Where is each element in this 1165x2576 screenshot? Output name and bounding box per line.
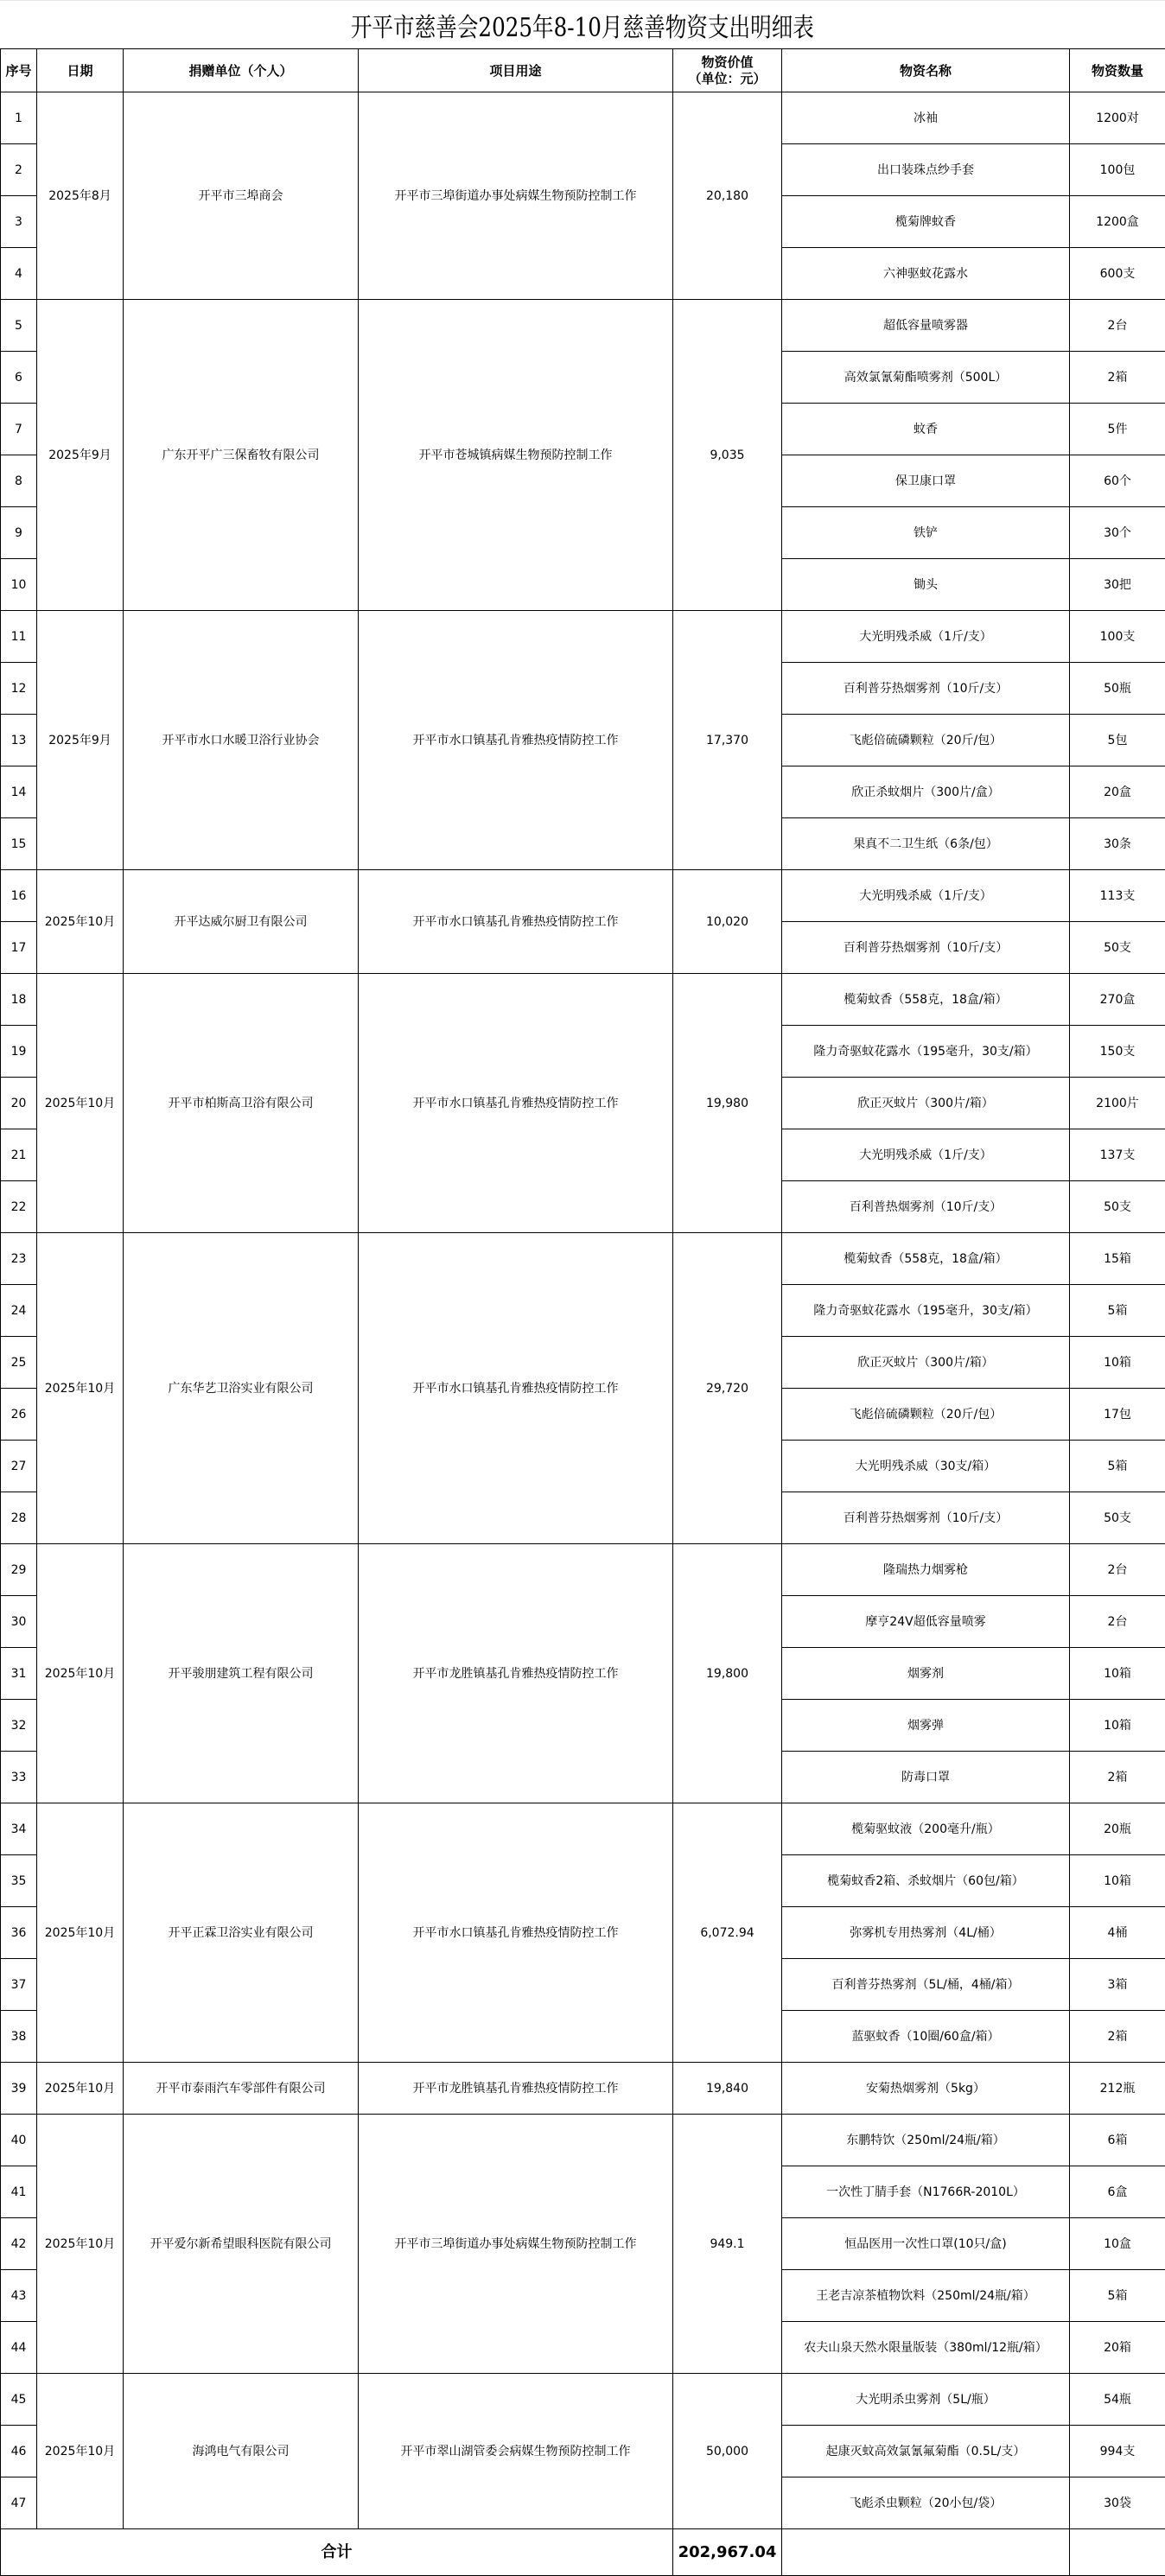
row-material: 隆力奇驱蚊花露水（195毫升，30支/箱） [782,1285,1070,1337]
total-quantity-empty [1070,2529,1165,2576]
row-seq: 41 [1,2166,37,2218]
row-donor: 开平爱尔新希望眼科医院有限公司 [124,2115,359,2374]
row-seq: 39 [1,2063,37,2115]
row-quantity: 60个 [1070,455,1165,507]
row-seq: 4 [1,248,37,300]
row-material: 烟雾弹 [782,1700,1070,1752]
row-material: 铁铲 [782,507,1070,559]
table-row [1,2115,1165,2166]
row-quantity: 2箱 [1070,352,1165,404]
row-quantity: 2箱 [1070,2011,1165,2063]
row-quantity: 2台 [1070,300,1165,352]
row-date: 2025年8月 [37,92,124,300]
row-value: 6,072.94 [673,1803,782,2063]
row-material: 果真不二卫生纸（6条/包） [782,818,1070,870]
row-seq: 11 [1,611,37,663]
row-material: 王老吉凉茶植物饮料（250ml/24瓶/箱） [782,2270,1070,2322]
row-material: 六神驱蚊花露水 [782,248,1070,300]
row-seq: 5 [1,300,37,352]
row-seq: 23 [1,1233,37,1285]
row-seq: 28 [1,1492,37,1544]
row-material: 欣正灭蚊片（300片/箱） [782,1337,1070,1389]
row-quantity: 50支 [1070,1492,1165,1544]
row-seq: 15 [1,818,37,870]
table-row [1,1803,1165,1855]
row-quantity: 113支 [1070,870,1165,922]
row-quantity: 17包 [1070,1389,1165,1441]
header-donor: 捐赠单位（个人） [124,49,359,92]
row-donor: 开平市柏斯高卫浴有限公司 [124,974,359,1233]
table-body [1,92,1165,2529]
row-quantity: 30把 [1070,559,1165,611]
table-row [1,1544,1165,1596]
header-row [1,49,1165,92]
table-row [1,300,1165,352]
row-quantity: 994支 [1070,2426,1165,2477]
row-quantity: 100包 [1070,144,1165,196]
title-bar [0,0,1165,48]
row-material: 起康灭蚊高效氯氰氟菊酯（0.5L/支） [782,2426,1070,2477]
row-seq: 29 [1,1544,37,1596]
row-date: 2025年10月 [37,2115,124,2374]
row-material: 隆瑞热力烟雾枪 [782,1544,1070,1596]
row-donor: 开平市泰雨汽车零部件有限公司 [124,2063,359,2115]
row-material: 保卫康口罩 [782,455,1070,507]
table-row [1,870,1165,922]
row-seq: 37 [1,1959,37,2011]
row-quantity: 5包 [1070,715,1165,766]
row-seq: 10 [1,559,37,611]
row-material: 隆力奇驱蚊花露水（195毫升，30支/箱） [782,1026,1070,1078]
table-row [1,2063,1165,2115]
row-purpose: 开平市水口镇基孔肯雅热疫情防控工作 [359,1233,673,1544]
row-seq: 17 [1,922,37,974]
row-seq: 33 [1,1752,37,1803]
row-purpose: 开平市三埠街道办事处病媒生物预防控制工作 [359,2115,673,2374]
row-value: 17,370 [673,611,782,870]
row-date: 2025年9月 [37,300,124,611]
row-material: 东鹏特饮（250ml/24瓶/箱） [782,2115,1070,2166]
table-row [1,974,1165,1026]
row-quantity: 2台 [1070,1596,1165,1648]
row-value: 19,800 [673,1544,782,1803]
row-value: 50,000 [673,2374,782,2529]
row-value: 20,180 [673,92,782,300]
row-date: 2025年10月 [37,2374,124,2529]
row-material: 安菊热烟雾剂（5kg） [782,2063,1070,2115]
row-quantity: 50支 [1070,1181,1165,1233]
row-seq: 25 [1,1337,37,1389]
row-material: 榄菊驱蚊液（200毫升/瓶） [782,1803,1070,1855]
row-purpose: 开平市水口镇基孔肯雅热疫情防控工作 [359,611,673,870]
row-purpose: 开平市龙胜镇基孔肯雅热疫情防控工作 [359,1544,673,1803]
total-value: 202,967.04 [673,2529,782,2576]
row-donor: 开平正霖卫浴实业有限公司 [124,1803,359,2063]
row-quantity: 30条 [1070,818,1165,870]
header-seq: 序号 [1,49,37,92]
row-purpose: 开平市水口镇基孔肯雅热疫情防控工作 [359,974,673,1233]
row-quantity: 1200盒 [1070,196,1165,248]
row-quantity: 10盒 [1070,2218,1165,2270]
row-seq: 16 [1,870,37,922]
row-value: 9,035 [673,300,782,611]
row-date: 2025年10月 [37,870,124,974]
row-seq: 7 [1,404,37,455]
row-material: 百利普芬热雾剂（5L/桶，4桶/箱） [782,1959,1070,2011]
row-material: 飞彪杀虫颗粒（20小包/袋） [782,2477,1070,2529]
row-quantity: 54瓶 [1070,2374,1165,2426]
row-quantity: 50支 [1070,922,1165,974]
row-seq: 30 [1,1596,37,1648]
row-quantity: 6箱 [1070,2115,1165,2166]
row-material: 农夫山泉天然水限量版装（380ml/12瓶/箱） [782,2322,1070,2374]
total-material-empty [782,2529,1070,2576]
row-donor: 开平骏朋建筑工程有限公司 [124,1544,359,1803]
row-material: 恒品医用一次性口罩(10只/盒) [782,2218,1070,2270]
row-seq: 9 [1,507,37,559]
row-date: 2025年10月 [37,1803,124,2063]
header-quantity: 物资数量 [1070,49,1165,92]
row-seq: 22 [1,1181,37,1233]
row-purpose: 开平市水口镇基孔肯雅热疫情防控工作 [359,1803,673,2063]
row-seq: 40 [1,2115,37,2166]
row-donor: 开平市水口水暖卫浴行业协会 [124,611,359,870]
row-date: 2025年10月 [37,974,124,1233]
row-quantity: 20箱 [1070,2322,1165,2374]
row-material: 高效氯氰菊酯喷雾剂（500L） [782,352,1070,404]
row-material: 榄菊蚊香（558克，18盒/箱） [782,1233,1070,1285]
row-quantity: 150支 [1070,1026,1165,1078]
row-material: 榄菊牌蚊香 [782,196,1070,248]
row-material: 锄头 [782,559,1070,611]
row-value: 29,720 [673,1233,782,1544]
row-seq: 3 [1,196,37,248]
row-quantity: 10箱 [1070,1648,1165,1700]
row-quantity: 30个 [1070,507,1165,559]
row-material: 大光明残杀威（30支/箱） [782,1441,1070,1492]
row-quantity: 6盒 [1070,2166,1165,2218]
row-seq: 45 [1,2374,37,2426]
row-quantity: 5箱 [1070,2270,1165,2322]
row-seq: 47 [1,2477,37,2529]
row-quantity: 30袋 [1070,2477,1165,2529]
row-quantity: 270盒 [1070,974,1165,1026]
donation-expenditure-table [0,48,1165,2576]
header-date: 日期 [37,49,124,92]
row-donor: 广东开平广三保畜牧有限公司 [124,300,359,611]
row-material: 榄菊蚊香（558克，18盒/箱） [782,974,1070,1026]
row-seq: 21 [1,1129,37,1181]
row-seq: 24 [1,1285,37,1337]
row-seq: 6 [1,352,37,404]
row-material: 百利普芬热烟雾剂（10斤/支） [782,663,1070,715]
row-material: 出口装珠点纱手套 [782,144,1070,196]
row-value: 949.1 [673,2115,782,2374]
row-material: 大光明杀虫雾剂（5L/瓶） [782,2374,1070,2426]
table-row [1,92,1165,144]
row-value: 10,020 [673,870,782,974]
row-seq: 18 [1,974,37,1026]
header-material: 物资名称 [782,49,1070,92]
row-quantity: 3箱 [1070,1959,1165,2011]
row-donor: 开平达威尔厨卫有限公司 [124,870,359,974]
row-seq: 46 [1,2426,37,2477]
row-material: 大光明残杀威（1斤/支） [782,870,1070,922]
row-quantity: 10箱 [1070,1700,1165,1752]
row-quantity: 2100片 [1070,1078,1165,1129]
row-seq: 12 [1,663,37,715]
row-material: 榄菊蚊香2箱、杀蚊烟片（60包/箱） [782,1855,1070,1907]
header-value-line1: 物资价值 [701,54,754,70]
row-seq: 26 [1,1389,37,1441]
row-quantity: 5箱 [1070,1441,1165,1492]
row-material: 冰袖 [782,92,1070,144]
row-material: 烟雾剂 [782,1648,1070,1700]
row-material: 百利普芬热烟雾剂（10斤/支） [782,922,1070,974]
row-quantity: 212瓶 [1070,2063,1165,2115]
table-row [1,2374,1165,2426]
row-material: 大光明残杀威（1斤/支） [782,1129,1070,1181]
row-material: 欣正杀蚊烟片（300片/盒） [782,766,1070,818]
row-material: 蚊香 [782,404,1070,455]
row-value: 19,840 [673,2063,782,2115]
row-purpose: 开平市龙胜镇基孔肯雅热疫情防控工作 [359,2063,673,2115]
row-seq: 19 [1,1026,37,1078]
row-quantity: 10箱 [1070,1855,1165,1907]
row-quantity: 50瓶 [1070,663,1165,715]
table-row [1,1233,1165,1285]
row-purpose: 开平市水口镇基孔肯雅热疫情防控工作 [359,870,673,974]
header-value-line2: （单位：元） [688,70,767,86]
row-seq: 27 [1,1441,37,1492]
row-seq: 2 [1,144,37,196]
row-date: 2025年10月 [37,2063,124,2115]
row-purpose: 开平市苍城镇病媒生物预防控制工作 [359,300,673,611]
row-quantity: 10箱 [1070,1337,1165,1389]
row-quantity: 1200对 [1070,92,1165,144]
row-material: 防毒口罩 [782,1752,1070,1803]
total-label: 合计 [1,2529,673,2576]
row-seq: 13 [1,715,37,766]
row-date: 2025年10月 [37,1544,124,1803]
row-seq: 42 [1,2218,37,2270]
header-purpose: 项目用途 [359,49,673,92]
row-seq: 34 [1,1803,37,1855]
row-quantity: 600支 [1070,248,1165,300]
row-material: 飞彪倍硫磷颗粒（20斤/包） [782,1389,1070,1441]
row-seq: 8 [1,455,37,507]
row-purpose: 开平市三埠街道办事处病媒生物预防控制工作 [359,92,673,300]
page-title: 开平市慈善会2025年8-10月慈善物资支出明细表 [350,12,815,43]
row-seq: 35 [1,1855,37,1907]
row-material: 弥雾机专用热雾剂（4L/桶） [782,1907,1070,1959]
row-material: 百利普热烟雾剂（10斤/支） [782,1181,1070,1233]
row-date: 2025年9月 [37,611,124,870]
row-seq: 31 [1,1648,37,1700]
row-purpose: 开平市翠山湖管委会病媒生物预防控制工作 [359,2374,673,2529]
row-quantity: 2箱 [1070,1752,1165,1803]
row-quantity: 20盒 [1070,766,1165,818]
row-quantity: 137支 [1070,1129,1165,1181]
row-donor: 海鸿电气有限公司 [124,2374,359,2529]
row-material: 蓝驱蚊香（10圈/60盒/箱） [782,2011,1070,2063]
row-material: 百利普芬热烟雾剂（10斤/支） [782,1492,1070,1544]
row-quantity: 15箱 [1070,1233,1165,1285]
row-quantity: 2台 [1070,1544,1165,1596]
row-quantity: 4桶 [1070,1907,1165,1959]
row-value: 19,980 [673,974,782,1233]
row-quantity: 100支 [1070,611,1165,663]
row-seq: 44 [1,2322,37,2374]
row-seq: 43 [1,2270,37,2322]
row-material: 一次性丁腈手套（N1766R-2010L） [782,2166,1070,2218]
row-material: 摩亨24V超低容量喷雾 [782,1596,1070,1648]
row-quantity: 5件 [1070,404,1165,455]
row-seq: 20 [1,1078,37,1129]
row-donor: 广东华艺卫浴实业有限公司 [124,1233,359,1544]
header-value [673,49,782,92]
row-quantity: 20瓶 [1070,1803,1165,1855]
row-material: 飞彪倍硫磷颗粒（20斤/包） [782,715,1070,766]
row-seq: 1 [1,92,37,144]
row-quantity: 5箱 [1070,1285,1165,1337]
total-row [1,2529,1165,2576]
row-seq: 38 [1,2011,37,2063]
row-donor: 开平市三埠商会 [124,92,359,300]
row-date: 2025年10月 [37,1233,124,1544]
row-material: 超低容量喷雾器 [782,300,1070,352]
row-material: 大光明残杀威（1斤/支） [782,611,1070,663]
table-row [1,611,1165,663]
row-seq: 36 [1,1907,37,1959]
row-seq: 14 [1,766,37,818]
row-seq: 32 [1,1700,37,1752]
row-material: 欣正灭蚊片（300片/箱） [782,1078,1070,1129]
